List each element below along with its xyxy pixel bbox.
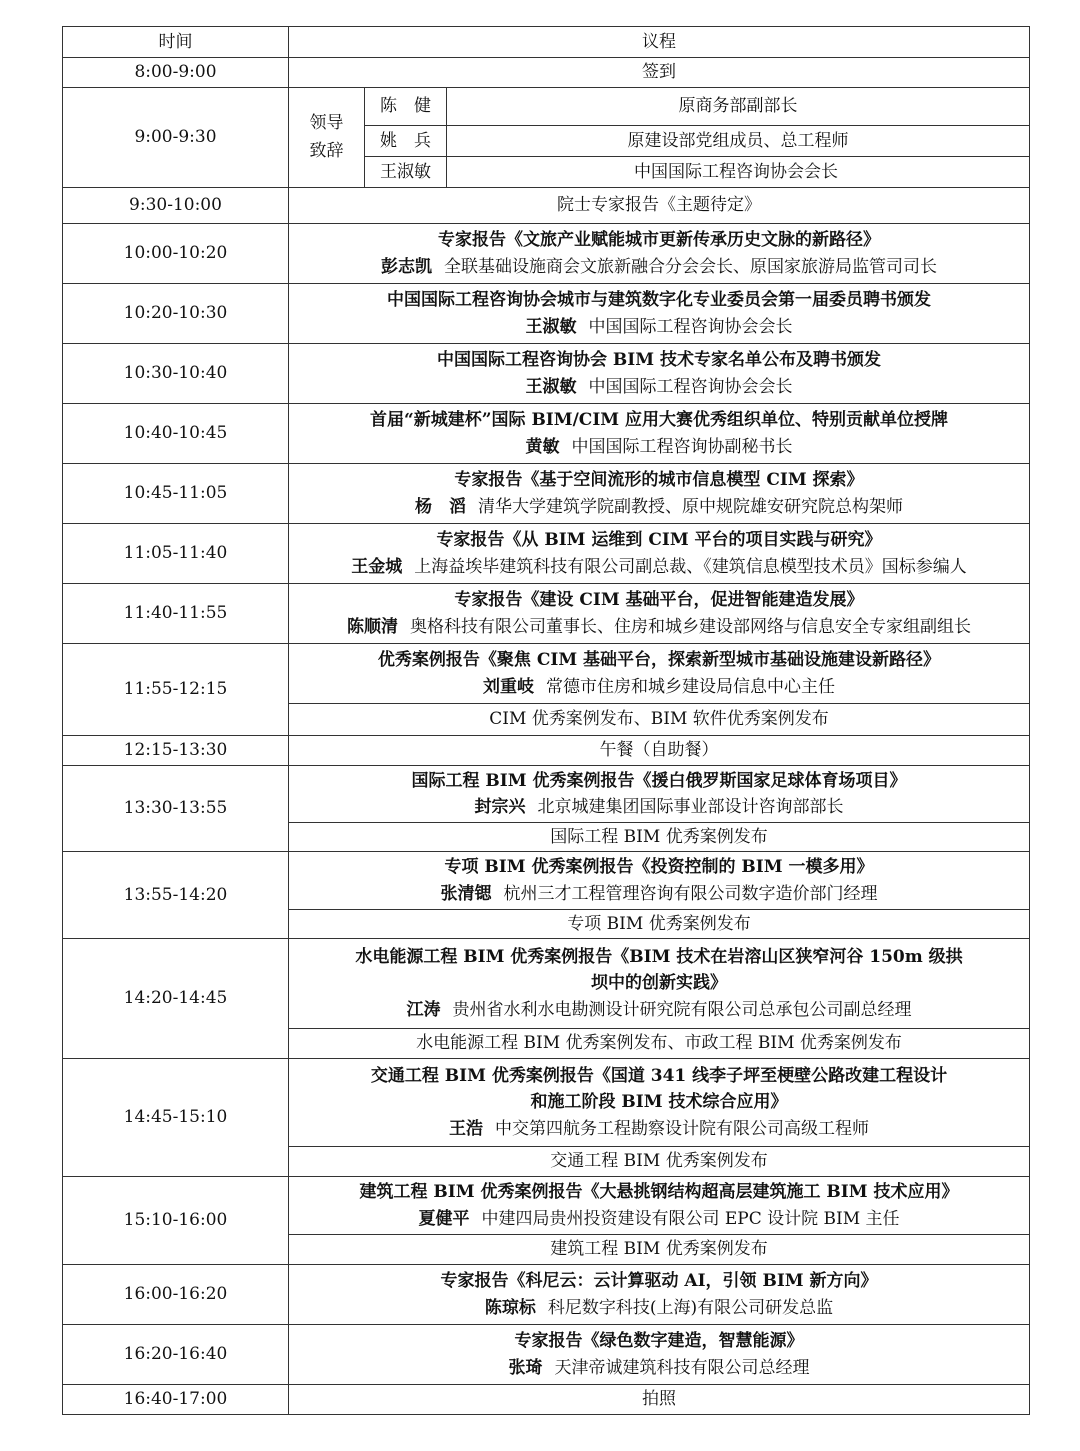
case-release: 建筑工程 BIM 优秀案例发布 — [289, 1235, 1030, 1265]
table-row — [63, 344, 1030, 404]
leader-name: 王淑敏 — [365, 157, 447, 188]
table-row — [63, 188, 1030, 224]
leader-title: 原商务部副部长 — [447, 88, 1030, 126]
speaker-affiliation: 清华大学建筑学院副教授、原中规院雄安研究院总构架师 — [478, 496, 903, 517]
leader-title: 原建设部党组成员、总工程师 — [447, 126, 1030, 157]
leader-name: 姚 兵 — [365, 126, 447, 157]
row-time: 11:05-11:40 — [63, 524, 289, 584]
case-release: 国际工程 BIM 优秀案例发布 — [289, 823, 1030, 852]
row-time: 12:15-13:30 — [63, 736, 289, 766]
speaker-name: 王淑敏 — [525, 316, 577, 337]
speaker-name: 陈琼标 — [484, 1297, 536, 1318]
case-release: CIM 优秀案例发布、BIM 软件优秀案例发布 — [289, 704, 1030, 736]
table-row — [63, 464, 1030, 524]
row-title: 国际工程 BIM 优秀案例报告《援白俄罗斯国家足球体育场项目》 — [411, 770, 907, 791]
row-content — [289, 524, 1030, 584]
table-row — [63, 224, 1030, 284]
table-row — [63, 766, 1030, 823]
speaker-affiliation: 中国国际工程咨询协会会长 — [588, 376, 793, 397]
row-time: 10:45-11:05 — [63, 464, 289, 524]
row-title: 院士专家报告《主题待定》 — [289, 188, 1030, 224]
row-title: 水电能源工程 BIM 优秀案例报告《BIM 技术在岩溶山区狭窄河谷 150m 级拱 — [355, 946, 963, 967]
row-title: 拍照 — [289, 1385, 1030, 1415]
row-content — [289, 344, 1030, 404]
speaker-name: 封宗兴 — [474, 797, 526, 817]
speaker-name: 陈顺清 — [347, 616, 398, 637]
speaker-affiliation: 上海益埃毕建筑科技有限公司副总裁、《建筑信息模型技术员》国标参编人 — [414, 556, 967, 577]
row-content — [289, 584, 1030, 644]
speaker-name: 夏健平 — [418, 1208, 470, 1229]
row-title: 签到 — [289, 58, 1030, 88]
row-content — [289, 284, 1030, 344]
speaker-affiliation: 中交第四航务工程勘察设计院有限公司高级工程师 — [495, 1118, 869, 1139]
row-time: 9:00-9:30 — [63, 88, 289, 188]
speaker-name: 黄敏 — [525, 436, 560, 457]
row-content — [289, 1177, 1030, 1235]
row-time: 16:00-16:20 — [63, 1265, 289, 1325]
table-row — [63, 58, 1030, 88]
case-release: 专项 BIM 优秀案例发布 — [289, 910, 1030, 939]
row-time: 16:20-16:40 — [63, 1325, 289, 1385]
table-row — [63, 852, 1030, 910]
table-row — [63, 736, 1030, 766]
row-content — [289, 1059, 1030, 1147]
speaker-name: 王金城 — [351, 556, 403, 577]
table-row — [63, 1059, 1030, 1147]
speaker-affiliation: 奥格科技有限公司董事长、住房和城乡建设部网络与信息安全专家组副组长 — [410, 616, 971, 637]
row-time: 16:40-17:00 — [63, 1385, 289, 1415]
row-title: 午餐（自助餐） — [289, 736, 1030, 766]
row-content — [289, 766, 1030, 823]
row-title: 专家报告《科尼云：云计算驱动 AI，引领 BIM 新方向》 — [440, 1271, 878, 1292]
speaker-name: 江涛 — [406, 999, 441, 1020]
table-row — [63, 524, 1030, 584]
row-time: 8:00-9:00 — [63, 58, 289, 88]
speaker-affiliation: 中国国际工程咨询协副秘书长 — [571, 436, 793, 457]
table-row — [63, 404, 1030, 464]
header-agenda: 议程 — [289, 27, 1030, 58]
row-time: 10:20-10:30 — [63, 284, 289, 344]
row-time: 11:55-12:15 — [63, 644, 289, 736]
row-title: 交通工程 BIM 优秀案例报告《国道 341 线李子坪至梗壁公路改建工程设计 — [370, 1065, 948, 1086]
speaker-affiliation: 天津帝诚建筑科技有限公司总经理 — [554, 1357, 810, 1378]
row-title: 和施工阶段 BIM 技术综合应用》 — [530, 1092, 788, 1113]
speaker-name: 彭志凯 — [381, 256, 432, 277]
row-title: 专家报告《基于空间流形的城市信息模型 CIM 探索》 — [454, 470, 864, 491]
row-title: 中国国际工程咨询协会 BIM 技术专家名单公布及聘书颁发 — [437, 350, 881, 371]
table-row — [63, 1265, 1030, 1325]
row-time: 10:40-10:45 — [63, 404, 289, 464]
speaker-name: 王淑敏 — [525, 376, 577, 397]
row-time: 13:55-14:20 — [63, 852, 289, 939]
speaker-affiliation: 常德市住房和城乡建设局信息中心主任 — [546, 676, 835, 697]
row-content — [289, 939, 1030, 1029]
row-content — [289, 644, 1030, 704]
row-content — [289, 852, 1030, 910]
table-row — [63, 1177, 1030, 1235]
row-title: 中国国际工程咨询协会城市与建筑数字化专业委员会第一届委员聘书颁发 — [387, 290, 931, 311]
speaker-affiliation: 中国国际工程咨询协会会长 — [588, 316, 793, 337]
row-time: 9:30-10:00 — [63, 188, 289, 224]
row-title: 专家报告《从 BIM 运维到 CIM 平台的项目实践与研究》 — [436, 530, 882, 551]
table-row — [63, 644, 1030, 704]
table-header — [63, 27, 1030, 58]
leader-name: 陈 健 — [365, 88, 447, 126]
row-title: 建筑工程 BIM 优秀案例报告《大悬挑钢结构超高层建筑施工 BIM 技术应用》 — [359, 1182, 959, 1203]
row-title: 首届“新城建杯”国际 BIM/CIM 应用大赛优秀组织单位、特别贡献单位授牌 — [369, 410, 949, 431]
speaker-name: 王浩 — [449, 1118, 483, 1139]
speaker-affiliation: 杭州三才工程管理咨询有限公司数字造价部门经理 — [503, 883, 878, 904]
case-release: 交通工程 BIM 优秀案例发布 — [289, 1147, 1030, 1177]
row-title: 专家报告《文旅产业赋能城市更新传承历史文脉的新路径》 — [438, 230, 880, 251]
row-content — [289, 464, 1030, 524]
table-row — [63, 284, 1030, 344]
speaker-affiliation: 贵州省水利水电勘测设计研究院有限公司总承包公司副总经理 — [452, 999, 912, 1020]
row-content — [289, 224, 1030, 284]
speaker-name: 杨 滔 — [415, 496, 466, 517]
speaker-affiliation: 北京城建集团国际事业部设计咨询部部长 — [537, 797, 844, 817]
table-row — [63, 939, 1030, 1029]
row-content — [289, 1325, 1030, 1385]
row-title: 优秀案例报告《聚焦 CIM 基础平台，探索新型城市基础设施建设新路径》 — [377, 650, 941, 671]
speaker-affiliation: 科尼数字科技(上海)有限公司研发总监 — [547, 1297, 834, 1318]
row-time: 14:20-14:45 — [63, 939, 289, 1059]
table-row — [63, 88, 1030, 126]
row-title: 专家报告《绿色数字建造，智慧能源》 — [514, 1331, 804, 1352]
label-line: 致辞 — [309, 140, 344, 161]
row-time: 15:10-16:00 — [63, 1177, 289, 1265]
speaker-name: 张琦 — [508, 1357, 543, 1378]
speaker-name: 刘重岐 — [483, 676, 534, 697]
row-time: 11:40-11:55 — [63, 584, 289, 644]
row-content — [289, 404, 1030, 464]
row-time: 10:00-10:20 — [63, 224, 289, 284]
label-line: 领导 — [309, 113, 344, 134]
case-release: 水电能源工程 BIM 优秀案例发布、市政工程 BIM 优秀案例发布 — [289, 1029, 1030, 1059]
row-title: 坝中的创新实践》 — [591, 973, 727, 994]
leader-title: 中国国际工程咨询协会会长 — [447, 157, 1030, 188]
row-time: 13:30-13:55 — [63, 766, 289, 852]
row-title: 专家报告《建设 CIM 基础平台，促进智能建造发展》 — [454, 590, 864, 611]
table-row — [63, 1325, 1030, 1385]
row-content — [289, 1265, 1030, 1325]
row-time: 14:45-15:10 — [63, 1059, 289, 1177]
row-title: 专项 BIM 优秀案例报告《投资控制的 BIM 一模多用》 — [444, 857, 874, 878]
row-time: 10:30-10:40 — [63, 344, 289, 404]
speaker-affiliation: 全联基础设施商会文旅新融合分会会长、原国家旅游局监管司司长 — [444, 256, 937, 277]
table-row — [63, 584, 1030, 644]
speaker-affiliation: 中建四局贵州投资建设有限公司 EPC 设计院 BIM 主任 — [481, 1208, 900, 1229]
agenda-table — [62, 26, 1030, 1415]
table-row — [63, 1385, 1030, 1415]
leader-speech-label — [289, 88, 365, 188]
speaker-name: 张清锶 — [440, 883, 492, 904]
header-time: 时间 — [63, 27, 289, 58]
